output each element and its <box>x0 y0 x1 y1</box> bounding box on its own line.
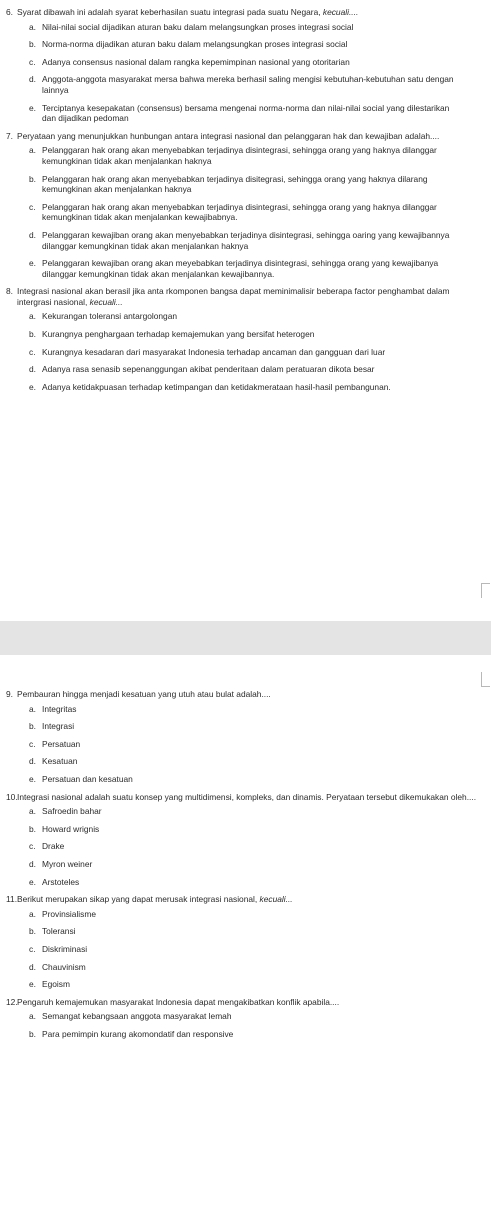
question-stem: Pembauran hingga menjadi kesatuan yang utuh atau bulat adalah.... <box>17 689 271 699</box>
option-text: Howard wrignis <box>42 823 100 834</box>
questions-page-1 <box>0 7 491 399</box>
question-stem: Integrasi nasional akan berasil jika anta rkomponen bangsa dapat meminimalisir beberapa factor penghambat dalam intergrasi nasional, <box>17 286 450 307</box>
option-text: Kekurangan toleransi antargolongan <box>42 311 178 322</box>
option-text: Myron weiner <box>42 858 93 869</box>
answer-options <box>17 145 479 279</box>
option-letter: b. <box>29 329 36 340</box>
option-letter: a. <box>29 1011 36 1022</box>
option-text: Pelanggaran hak orang akan menyebabkan terjadinya disitegrasi, sehingga orang yang haknya dilarang kemungkinan akan menjalankan haknya <box>42 173 428 195</box>
question-10 <box>0 792 491 888</box>
option-letter: a. <box>29 806 36 817</box>
answer-option <box>17 382 479 393</box>
option-letter: a. <box>29 21 36 32</box>
option-letter: c. <box>29 346 36 357</box>
option-letter: d. <box>29 74 36 85</box>
question-9 <box>0 689 491 785</box>
option-letter: c. <box>29 56 36 67</box>
question-number: 10. <box>6 791 18 802</box>
question-stem: Syarat dibawah ini adalah syarat keberhasilan suatu integrasi pada suatu Negara, <box>17 7 323 17</box>
option-text: Adanya rasa senasib sepenanggungan akibat penderitaan dalam peratuaran dikota besar <box>42 364 375 375</box>
answer-option <box>17 22 479 33</box>
question-number: 12. <box>6 996 18 1007</box>
answer-option <box>17 364 479 375</box>
answer-options <box>17 1011 479 1039</box>
option-text: Pelanggaran kewajiban orang akan meyebabkan terjadinya disintegrasi, sehingga orang yang kewajibanya dilanggar kemungkinan tidak akan menjalankan kewajibannya. <box>42 258 439 279</box>
option-text: Para pemimpin kurang akomondatif dan responsive <box>42 1028 234 1039</box>
option-letter: d. <box>29 858 36 869</box>
answer-option <box>17 841 479 852</box>
answer-options <box>17 311 479 392</box>
option-letter: e. <box>29 258 36 269</box>
question-emphasis: kecuali... <box>259 894 293 905</box>
option-letter: b. <box>29 823 36 834</box>
option-letter: d. <box>29 229 36 240</box>
option-letter: d. <box>29 364 36 375</box>
answer-option <box>17 704 479 715</box>
answer-options <box>17 22 479 124</box>
answer-options <box>17 806 479 887</box>
answer-option <box>17 979 479 990</box>
answer-options <box>17 704 479 785</box>
question-emphasis: kecuali.... <box>322 7 359 17</box>
option-text: Terciptanya kesepakatan (consensus) bersama mengenai norma-norma dan nilai-nilai social yang dilestarikan dan dijadikan pedoman <box>42 102 450 124</box>
option-text: Integrasi <box>42 721 75 732</box>
answer-option <box>17 1029 479 1040</box>
question-stem: Peryataan yang menunjukkan hunbungan antara integrasi nasional dan pelanggaran hak dan kewajiban adalah.... <box>17 130 440 141</box>
crop-mark-top <box>481 583 490 598</box>
question-number: 6. <box>6 7 13 17</box>
option-text: Pelanggaran kewajiban orang akan menyebabkan terjadinya disintegrasi, sehingga oaring yang kewajibannya dilanggar kemungkinan tidak akan menjalankan haknya <box>42 229 450 251</box>
question-number: 8. <box>6 286 13 297</box>
option-text: Persatuan <box>42 738 81 749</box>
question-8 <box>0 286 491 392</box>
option-text: Pelanggaran hak orang akan menyebabkan terjadinya disintegrasi, sehingga orang yang haknya dilanggar kemungkinan tidak akan menjalankan kewajibabnya. <box>42 201 437 223</box>
answer-option <box>17 774 479 785</box>
option-text: Diskriminasi <box>42 943 88 954</box>
option-letter: e. <box>29 773 36 784</box>
option-letter: d. <box>29 756 36 767</box>
question-stem: Pengaruh kemajemukan masyarakat Indonesia dapat mengakibatkan konflik apabila.... <box>17 996 340 1007</box>
option-letter: c. <box>29 738 36 749</box>
question-stem: Integrasi nasional adalah suatu konsep yang multidimensi, kompleks, dan dinamis. Peryataan tersebut dikemukakan oleh.... <box>17 791 477 802</box>
answer-option <box>17 739 479 750</box>
option-letter: b. <box>29 926 36 937</box>
option-text: Persatuan dan kesatuan <box>42 773 133 784</box>
answer-option <box>17 145 479 166</box>
question-number: 11. <box>6 894 18 905</box>
option-text: Kurangnya penghargaan terhadap kemajemukan yang bersifat heterogen <box>42 329 315 340</box>
answer-option <box>17 39 479 50</box>
answer-option <box>17 174 479 195</box>
option-letter: d. <box>29 961 36 972</box>
option-text: Integritas <box>42 703 77 714</box>
option-text: Egoism <box>42 979 70 990</box>
question-text <box>17 894 479 905</box>
answer-options <box>17 909 479 990</box>
answer-option <box>17 230 479 251</box>
page-break <box>0 621 491 655</box>
answer-option <box>17 721 479 732</box>
answer-option <box>17 909 479 920</box>
option-text: Provinsialisme <box>42 908 96 919</box>
question-text <box>17 689 479 700</box>
question-12 <box>0 997 491 1040</box>
option-text: Drake <box>42 841 65 852</box>
option-text: Anggota-anggota masyarakat mersa bahwa mereka berhasil saling mengisi kebutuhan-kebutuhan satu dengan lainnya <box>42 74 454 95</box>
option-letter: b. <box>29 173 36 184</box>
answer-option <box>17 877 479 888</box>
option-text: Chauvinism <box>42 961 86 972</box>
answer-option <box>17 926 479 937</box>
option-letter: a. <box>29 145 36 156</box>
option-text: Semangat kebangsaan anggota masyarakat lemah <box>42 1011 232 1022</box>
option-text: Nilai-nilai social dijadikan aturan baku dalam melangsungkan proses integrasi social <box>42 21 354 32</box>
option-text: Adanya consensus nasional dalam rangka kepemimpinan nasional yang otoritarian <box>42 56 350 67</box>
option-letter: b. <box>29 1028 36 1039</box>
answer-option <box>17 944 479 955</box>
option-text: Pelanggaran hak orang akan menyebabkan terjadinya disintegrasi, sehingga orang yang haknya dilanggar kemungkinan tidak akan menjalankan haknya <box>42 145 437 166</box>
option-letter: c. <box>29 943 36 954</box>
question-stem: Berikut merupakan sikap yang dapat merusak integrasi nasional, <box>17 894 260 905</box>
question-11 <box>0 894 491 990</box>
option-text: Safroedin bahar <box>42 806 102 817</box>
answer-option <box>17 347 479 358</box>
option-letter: e. <box>29 979 36 990</box>
option-letter: b. <box>29 721 36 732</box>
option-letter: c. <box>29 841 36 852</box>
answer-option <box>17 1011 479 1022</box>
answer-option <box>17 202 479 223</box>
option-letter: e. <box>29 876 36 887</box>
question-text <box>17 286 479 307</box>
answer-option <box>17 859 479 870</box>
question-number: 7. <box>6 130 13 141</box>
option-text: Norma-norma dijadikan aturan baku dalam melangsungkan proses integrasi social <box>42 39 348 50</box>
option-letter: b. <box>29 39 36 50</box>
answer-option <box>17 74 479 95</box>
question-text <box>17 997 479 1008</box>
question-text <box>17 7 479 18</box>
answer-option <box>17 311 479 322</box>
option-letter: a. <box>29 311 36 322</box>
question-text <box>17 792 479 803</box>
answer-option <box>17 57 479 68</box>
option-letter: a. <box>29 908 36 919</box>
questions-page-2 <box>0 689 491 1046</box>
question-6 <box>0 7 491 124</box>
answer-option <box>17 962 479 973</box>
option-text: Kurangnya kesadaran dari masyarakat Indonesia terhadap ancaman dan gangguan dari luar <box>42 346 386 357</box>
option-letter: c. <box>29 201 36 212</box>
answer-option <box>17 824 479 835</box>
answer-option <box>17 329 479 340</box>
answer-option <box>17 756 479 767</box>
option-letter: e. <box>29 381 36 392</box>
answer-option <box>17 103 479 124</box>
question-emphasis: kecuali... <box>89 296 123 307</box>
option-text: Toleransi <box>42 926 76 937</box>
crop-mark-bottom <box>481 672 490 687</box>
option-text: Adanya ketidakpuasan terhadap ketimpangan dan ketidakmerataan hasil-hasil pembangunan. <box>42 381 391 392</box>
question-7 <box>0 131 491 280</box>
option-letter: e. <box>29 102 36 113</box>
option-text: Kesatuan <box>42 756 78 767</box>
option-text: Arstoteles <box>42 876 80 887</box>
question-text <box>17 131 479 142</box>
answer-option <box>17 806 479 817</box>
answer-option <box>17 258 479 279</box>
option-letter: a. <box>29 703 36 714</box>
question-number: 9. <box>6 689 13 699</box>
